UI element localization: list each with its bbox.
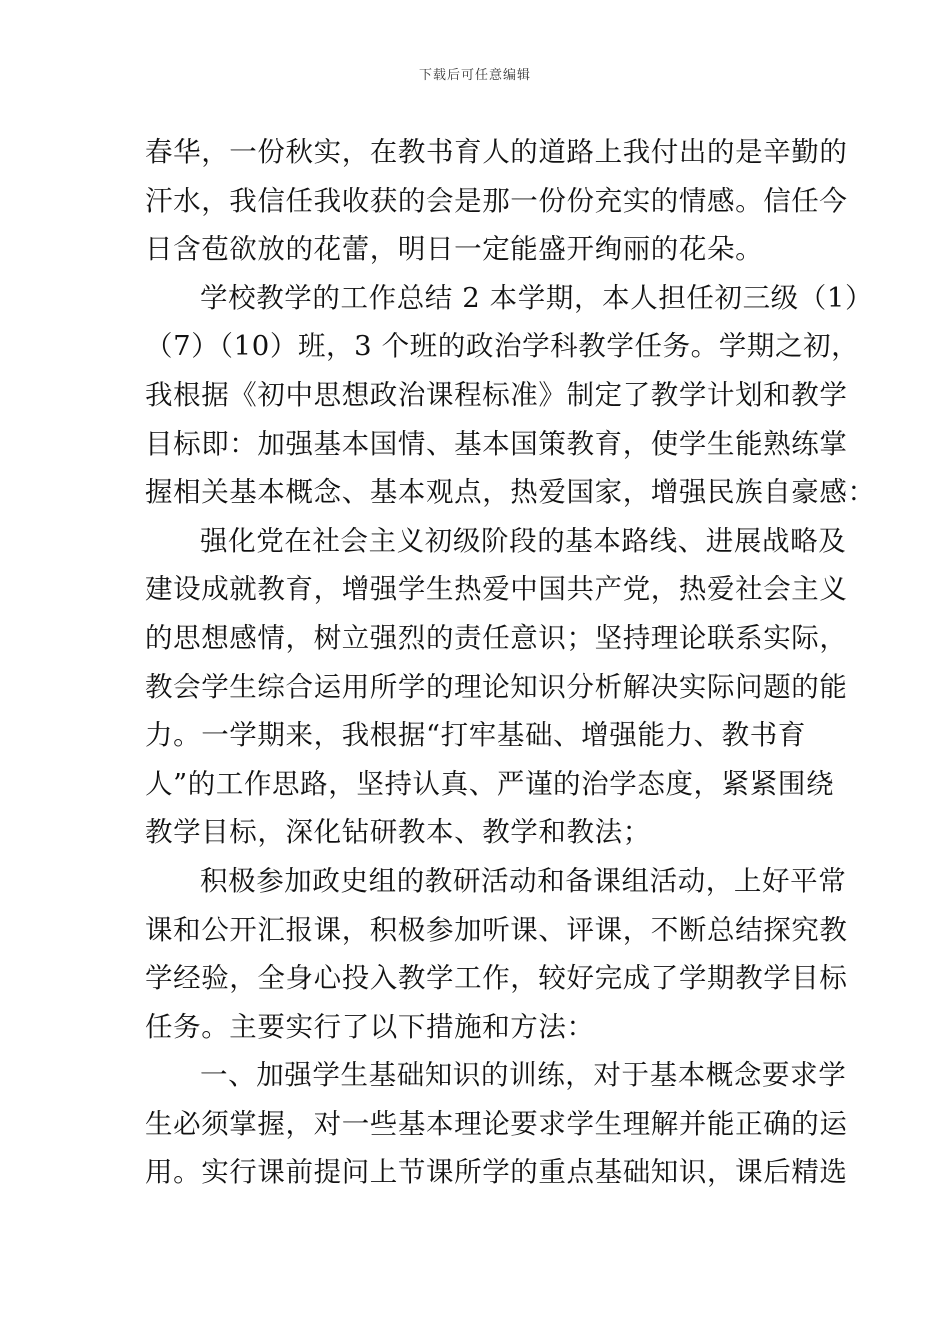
text-line: 教会学生综合运用所学的理论知识分析解决实际问题的能 bbox=[145, 670, 848, 703]
text-line: 目标即：加强基本国情、基本国策教育，使学生能熟练掌 bbox=[145, 427, 848, 460]
text-line: 我根据《初中思想政治课程标准》制定了教学计划和教学 bbox=[145, 378, 848, 411]
text-line: 建设成就教育，增强学生热爱中国共产党，热爱社会主义 bbox=[145, 573, 848, 606]
text-line: 任务。主要实行了以下措施和方法： bbox=[145, 1010, 595, 1043]
text-line: 力。一学期来，我根据“打牢基础、增强能力、教书育 bbox=[145, 719, 806, 752]
text-line: 日含苞欲放的花蕾，明日一定能盛开绚丽的花朵。 bbox=[145, 233, 764, 266]
paragraph-first-line: 学校教学的工作总结 2 本学期，本人担任初三级（1） bbox=[200, 281, 874, 314]
document-body bbox=[145, 128, 876, 1197]
text-line: 生必须掌握，对一些基本理论要求学生理解并能正确的运 bbox=[145, 1107, 848, 1140]
paragraph-first-line: 强化党在社会主义初级阶段的基本路线、进展战略及 bbox=[200, 524, 847, 557]
paragraph-first-line: 一、加强学生基础知识的训练，对于基本概念要求学 bbox=[200, 1059, 847, 1092]
text-line: 汗水，我信任我收获的会是那一份份充实的情感。信任今 bbox=[145, 184, 848, 217]
text-line: 教学目标，深化钻研教本、教学和教法； bbox=[145, 816, 651, 849]
text-line: 课和公开汇报课，积极参加听课、评课，不断总结探究教 bbox=[145, 913, 848, 946]
text-line: 握相关基本概念、基本观点，热爱国家，增强民族自豪感： bbox=[145, 476, 876, 509]
paragraph-first-line: 积极参加政史组的教研活动和备课组活动，上好平常 bbox=[200, 864, 847, 897]
text-line: 用。实行课前提问上节课所学的重点基础知识，课后精选 bbox=[145, 1156, 848, 1189]
text-line: 春华，一份秋实，在教书育人的道路上我付出的是辛勤的 bbox=[145, 136, 848, 168]
text-line: 学经验，全身心投入教学工作，较好完成了学期教学目标 bbox=[145, 962, 848, 995]
text-line: 人”的工作思路，坚持认真、严谨的治学态度，紧紧围绕 bbox=[145, 767, 835, 800]
text-line: （7）（10）班，3 个班的政治学科教学任务。学期之初， bbox=[145, 330, 860, 363]
page-header: 下载后可任意编辑 bbox=[418, 68, 531, 83]
text-line: 的思想感情，树立强烈的责任意识；坚持理论联系实际， bbox=[145, 621, 848, 654]
